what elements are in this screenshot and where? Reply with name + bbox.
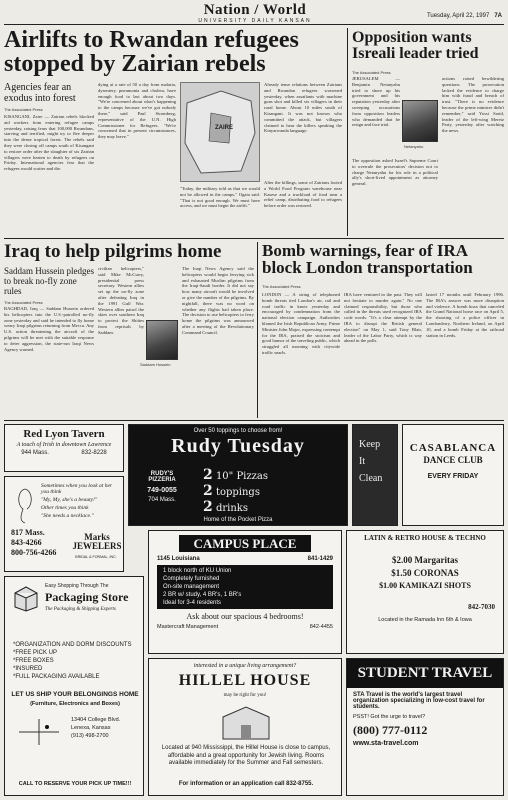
netanyahu-caption: Netanyahu bbox=[404, 144, 424, 149]
keep-line-3: Clean bbox=[359, 473, 383, 484]
ad-rudy-tuesday[interactable] bbox=[128, 424, 348, 526]
latin-phone: 842-7030 bbox=[468, 603, 495, 611]
ad-packaging-store[interactable] bbox=[4, 576, 144, 796]
rudy-footer: Home of the Pocket Pizza bbox=[203, 517, 273, 523]
rwanda-body-1: KISANGANI, Zaire — Zairian rebels blocked aid workers from entering refugee camps yesterday, raising fears that 100,000 Rwandans, starving and terrified, might try to flee deeper into the dense tropical forest. The rebels said they were closing off camps south of Kisangani to restore order after the slaughter of six Zairian villagers were beaten to death by refugees on Friday. International agencies fear that the refugees would scatter and die. bbox=[4, 114, 94, 172]
marks-brand-sub: BRIDAL & FORMAL, INC. bbox=[75, 555, 117, 559]
israel-body-1: JERUSALEM — Benjamin Netanyahu tried to shore up his government and his reputation yesterday after sweeping accusations from opposition leaders who demanded that he resign and face trial. bbox=[352, 76, 400, 128]
red-lyon-contact: 944 Mass. 832-8228 bbox=[21, 450, 107, 456]
section-subtitle: UNIVERSITY DAILY KANSAN bbox=[198, 18, 312, 24]
column-rule-2 bbox=[257, 242, 258, 418]
packaging-service-item: *FREE PICK UP bbox=[13, 650, 58, 656]
campus-contact: 1145 Louisiana 841-1429 bbox=[157, 556, 333, 562]
casablanca-sub: DANCE CLUB bbox=[423, 455, 483, 465]
iraq-headline: Iraq to help pilgrims home bbox=[4, 241, 222, 262]
rwanda-byline: The Associated Press bbox=[4, 107, 43, 112]
marks-quote-2: "My, My, she's a beauty!" bbox=[41, 497, 98, 503]
zaire-map bbox=[180, 82, 260, 182]
sta-phone: (800) 777-0112 bbox=[353, 722, 428, 737]
packaging-pitch-2: (Furniture, Electronics and Boxes) bbox=[30, 701, 120, 707]
packaging-addr-1: 13404 College Blvd. bbox=[71, 717, 121, 723]
rudy-brand: RUDY'S PIZZERIA bbox=[148, 471, 176, 483]
hillel-line-1: Located at 940 Mississippi, the Hillel House is close to campus, affordable and a great opportunity for Jewish living. Rooms available immediately for the Summer and Fall semesters. bbox=[161, 745, 331, 766]
casablanca-name: CASABLANCA bbox=[409, 442, 497, 454]
rudy-deal-3: 2 drinks bbox=[203, 499, 248, 515]
rudy-address: 704 Mass. bbox=[148, 497, 176, 503]
keep-line-1: Keep bbox=[359, 439, 381, 450]
map-label: ZAIRE bbox=[215, 125, 233, 131]
zaire-map-icon bbox=[181, 83, 259, 181]
ad-latin-retro[interactable] bbox=[346, 530, 504, 654]
ad-marks-jewelers[interactable] bbox=[4, 476, 124, 572]
rudy-deal-2: 2 toppings bbox=[203, 483, 260, 499]
rudy-phone: 749-0055 bbox=[147, 487, 177, 494]
red-lyon-name: Red Lyon Tavern bbox=[23, 428, 105, 440]
hillel-tag: may be right for you! bbox=[223, 693, 267, 698]
campus-name: CAMPUS PLACE bbox=[179, 535, 311, 552]
rudy-name: Rudy Tuesday bbox=[171, 435, 305, 457]
packaging-service-item: *ORGANIZATION AND DORM DISCOUNTS bbox=[13, 642, 132, 648]
netanyahu-photo bbox=[402, 100, 438, 142]
israel-byline: The Associated Press bbox=[352, 70, 391, 75]
marks-quote-3: Other times you think bbox=[41, 505, 89, 511]
campus-cta: Ask about our spacious 4 bedrooms! bbox=[186, 612, 304, 621]
latin-deal-3: $1.00 KAMIKAZI SHOTS bbox=[379, 581, 471, 590]
column-rule bbox=[347, 28, 348, 236]
israel-body-2: The opposition asked Israel's Supreme Court to overrule the prosecutors' decision not to charge Netanyahu for his role in a political ally's short-lived appointment as attorney general. bbox=[352, 158, 438, 187]
ira-byline: The Associated Press bbox=[262, 284, 301, 289]
ira-body-1: LONDON — A string of telephoned bomb threats tied London's air, rail and road traffic in knots yesterday and encouraged by condemnation from the national election campaign. Authorities blamed the Irish Republican Army. Prime Minister John Major, expressing contempt for the IRA, praised the stoicism and good humor of the traveling public, which struggled all morning with citywide traffic snarls. bbox=[262, 292, 340, 355]
saddam-caption: Saddam Hussein bbox=[140, 362, 171, 367]
ads-rule bbox=[4, 420, 504, 421]
ad-keep-it-clean[interactable] bbox=[352, 424, 398, 526]
packaging-name: Packaging Store bbox=[45, 590, 129, 604]
packaging-addr-2: Lenexa, Kansas bbox=[71, 725, 111, 731]
packaging-service-item: *FREE BOXES bbox=[13, 658, 54, 664]
latin-location: Located in the Ramada Inn 6th & Iowa bbox=[378, 617, 472, 623]
section-title: Nation / World bbox=[203, 2, 307, 18]
latin-ring: LATIN & RETRO HOUSE & TECHNO bbox=[364, 534, 486, 542]
hillel-line-2: For information or an application call 832-8755. bbox=[178, 781, 314, 787]
map-sketch-icon bbox=[17, 717, 61, 747]
box-icon bbox=[11, 583, 41, 613]
packaging-pitch: LET US SHIP YOUR BELONGINGS HOME bbox=[11, 691, 139, 698]
ad-hillel-house[interactable] bbox=[148, 658, 342, 796]
rwanda-body-4: After the killings, some of Zairians looted a World Food Program warehouse near Kasese and a truckload of food near a relief camp, distributing food to refugees before order was restored. bbox=[264, 180, 342, 209]
israel-body-3: actions raised bewildering questions. The prosecution lacked the evidence to charge him with fraud and breach of trust. "There is no evidence because the prime minister didn't remember," said Yossi Sarid, leader of the left-wing Meretz Party, yesterday after watching the news. bbox=[442, 76, 504, 134]
iraq-deck: Saddam Hussein pledges to break no-fly zone rules bbox=[4, 266, 94, 296]
marks-quote-4: "She needs a necklace." bbox=[41, 513, 94, 519]
marks-brand: Marks JEWELERS bbox=[72, 532, 122, 551]
header-date: Tuesday, April 22, 1997 7A bbox=[426, 13, 502, 19]
sta-name: STUDENT TRAVEL bbox=[347, 659, 503, 688]
ira-body-3: lasted 17 months until February 1996. The IRA's answer was more disruption and violence. A bomb hoax that canceled the Grand National horse race on April 5, the shooting of a police officer in Londonderry, Northern Ireland, on April 10, and a bomb Friday at the railroad station in Leeds. bbox=[426, 292, 504, 338]
hillel-name: HILLEL HOUSE bbox=[178, 672, 312, 689]
marks-phone-1: 843-4266 bbox=[11, 538, 42, 547]
latin-deal-1: $2.00 Margaritas bbox=[392, 555, 458, 565]
sta-p1: STA Travel is the world's largest travel organization specializing in low-cost travel for students. bbox=[353, 691, 485, 710]
rwanda-headline: Airlifts to Rwandan refugees stopped by Zairian rebels bbox=[4, 27, 299, 77]
packaging-call: CALL TO RESERVE YOUR PICK UP TIME!!! bbox=[18, 781, 132, 787]
hillel-building-icon bbox=[219, 705, 273, 741]
iraq-body-1: BAGHDAD, Iraq — Saddam Hussein ordered his helicopters into the U.S.-patrolled no-fly zone yesterday and said he intended to fly home weary Iraqi pilgrims returning from Mecca. Any U.S. action threatening the aircraft of the pilgrims will be met with the suitable response to deter aggression, the state-run Iraqi News Agency warned. bbox=[4, 306, 94, 352]
packaging-addr-3: (913) 498-2700 bbox=[71, 733, 109, 739]
map-caption: "Today, the military told us that we would not be allowed in the camps," Ogata said. "That is not good enough. We must have access, and we must begin the airlift." bbox=[180, 186, 260, 209]
sta-p2: PSST! Got the urge to travel? bbox=[353, 713, 426, 720]
woman-sketch-icon bbox=[13, 485, 37, 525]
hillel-top: interested in a unique living arrangement? bbox=[193, 663, 297, 669]
ad-red-lyon[interactable] bbox=[4, 424, 124, 472]
iraq-byline: The Associated Press bbox=[4, 300, 43, 305]
campus-bullet: 2 BR w/ study, 4 BR's, 1 BR's bbox=[163, 592, 242, 598]
casablanca-days: EVERY FRIDAY bbox=[427, 473, 479, 480]
ad-campus-place[interactable] bbox=[148, 530, 342, 654]
red-lyon-tagline: A touch of Irish in downtown Lawrence bbox=[16, 442, 112, 448]
rwanda-deck: Agencies fear an exodus into forest bbox=[4, 82, 76, 104]
packaging-top: Easy Shopping Through The bbox=[45, 583, 109, 589]
campus-mgmt: Mastercraft Management 842-4455 bbox=[157, 624, 333, 630]
rudy-deal-1: 2 10" Pizzas bbox=[203, 467, 268, 483]
packaging-services bbox=[13, 641, 141, 681]
section-rule bbox=[4, 238, 504, 239]
packaging-sub: The Packaging & Shipping Experts bbox=[45, 607, 116, 612]
campus-bullet: Ideal for 3-4 residents bbox=[163, 600, 222, 606]
marks-phone-2: 800-756-4266 bbox=[11, 548, 57, 557]
saddam-photo bbox=[146, 320, 178, 360]
campus-bullet: On-site management bbox=[163, 584, 220, 590]
keep-line-2: It bbox=[359, 456, 366, 467]
campus-bullet: 1 block north of KU Union bbox=[163, 568, 232, 574]
iraq-body-3: The Iraqi News Agency said the helicopters would begin ferrying sick and exhausted Muslim pilgrims from the Iraqi-Saudi border. It did not say how many aircraft would be involved or give the number of the pilgrims. By nightfall, there was no word on whether any flights had taken place. The decision to use helicopters to ferry home the pilgrims was announced after a meeting of the Revolutionary Command Council. bbox=[182, 266, 254, 335]
campus-features bbox=[157, 565, 333, 609]
rwanda-body-2: dying at a rate of 50 a day from malaria, dysentery, pneumonia and cholera, have enough food to last about two days. "We're concerned about what's happening to the camps because we've got nobody there," said Paul Stromberg, representative of the U.N. High Commissioner for Refugees. "We're concerned that in present circumstances, they may leave." bbox=[98, 82, 176, 140]
marks-quote-1: Sometimes when you look at her you think bbox=[41, 483, 113, 495]
ad-casablanca[interactable] bbox=[402, 424, 504, 526]
iraq-body-2: civilian helicopters," said Mike McCurry, presidential press secretary. Western allies set up the no-fly zone after defeating Iraq in the 1991 Gulf War. Western allies patrol the skies over southern Iraq to protect the Shiites from reprisals by Saddam. bbox=[98, 266, 144, 335]
campus-bullet: Completely furnished bbox=[163, 576, 220, 582]
rudy-top: Over 50 toppings to choose from! bbox=[193, 428, 283, 434]
ad-sta-travel[interactable] bbox=[346, 658, 504, 796]
packaging-service-item: *FULL PACKAGING AVAILABLE bbox=[13, 674, 100, 680]
packaging-service-item: *INSURED bbox=[13, 666, 43, 672]
israel-headline: Opposition wants Isreali leader tried bbox=[352, 29, 479, 62]
marks-address: 817 Mass. bbox=[11, 528, 45, 537]
latin-deal-2: $1.50 CORONAS bbox=[391, 568, 459, 578]
sta-web[interactable]: www.sta-travel.com bbox=[353, 739, 419, 747]
ira-headline: Bomb warnings, fear of IRA block London transportation bbox=[262, 241, 473, 277]
ira-body-2: IRA have ventured in the past. They will not hesitate to murder again." No one claimed responsibility, but those who called in the threats used recognized IRA code words. "It's a clear attempt by the IRA to disrupt the British general election" on May 1, said Tony Blair, leader of the Labor Party, which is way ahead in the polls. bbox=[344, 292, 422, 344]
rwanda-body-3: Already tense relations between Zairians and Rwandan refugees worsened yesterday, when assailants with machine guns shot and killed six villagers in their rural home. About 10 miles south of Kisangani. It was not known who committed the attack, but villagers claimed to hear the killers speaking the Kinyarwanda language. bbox=[264, 82, 342, 134]
